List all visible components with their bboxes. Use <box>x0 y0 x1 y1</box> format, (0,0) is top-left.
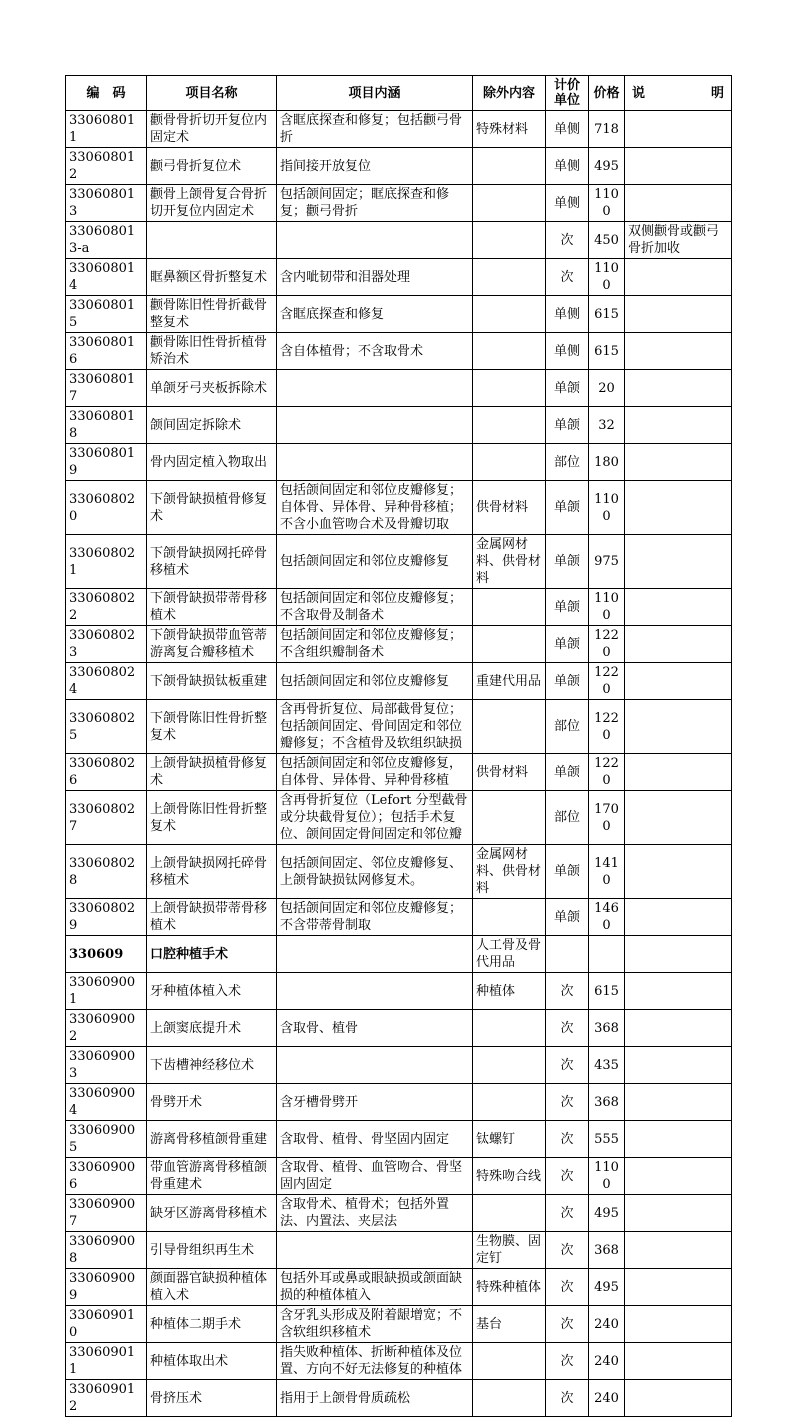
cell-name: 颧骨陈旧性骨折植骨矫治术 <box>147 333 277 370</box>
cell-name: 单颌牙弓夹板拆除术 <box>147 370 277 407</box>
cell-excluded: 特殊种植体 <box>473 1269 546 1306</box>
cell-code: 330609012 <box>66 1380 147 1417</box>
table-row <box>66 936 732 973</box>
cell-note <box>625 481 732 535</box>
cell-unit: 次 <box>546 1343 589 1380</box>
cell-note <box>625 1195 732 1232</box>
cell-excluded <box>473 626 546 663</box>
cell-unit: 次 <box>546 1306 589 1343</box>
table-row <box>66 222 732 259</box>
cell-note: 双侧颧骨或颧弓骨折加收 <box>625 222 732 259</box>
table-row <box>66 899 732 936</box>
cell-excluded <box>473 791 546 845</box>
table-row <box>66 1084 732 1121</box>
cell-code: 330609009 <box>66 1269 147 1306</box>
cell-price: 1410 <box>589 845 625 899</box>
cell-unit: 部位 <box>546 700 589 754</box>
cell-unit: 单颌 <box>546 626 589 663</box>
cell-price: 368 <box>589 1010 625 1047</box>
cell-content <box>277 1047 473 1084</box>
cell-excluded <box>473 444 546 481</box>
cell-code: 330608029 <box>66 899 147 936</box>
cell-excluded: 重建代用品 <box>473 663 546 700</box>
table-row <box>66 1343 732 1380</box>
cell-code: 330608023 <box>66 626 147 663</box>
cell-code: 330608020 <box>66 481 147 535</box>
cell-price: 368 <box>589 1084 625 1121</box>
cell-note <box>625 148 732 185</box>
cell-name <box>147 222 277 259</box>
cell-code: 330608027 <box>66 791 147 845</box>
cell-content: 含取骨、植骨、骨坚固内固定 <box>277 1121 473 1158</box>
table-row <box>66 700 732 754</box>
table-row <box>66 535 732 589</box>
cell-code: 330608025 <box>66 700 147 754</box>
cell-excluded <box>473 899 546 936</box>
cell-code: 330609005 <box>66 1121 147 1158</box>
cell-code: 330609006 <box>66 1158 147 1195</box>
cell-unit: 单颌 <box>546 899 589 936</box>
cell-note <box>625 791 732 845</box>
cell-name: 颧骨上颌骨复合骨折切开复位内固定术 <box>147 185 277 222</box>
cell-name: 颧弓骨折复位术 <box>147 148 277 185</box>
cell-name: 下颌骨陈旧性骨折整复术 <box>147 700 277 754</box>
cell-note <box>625 1380 732 1417</box>
table-row <box>66 791 732 845</box>
cell-excluded <box>473 1010 546 1047</box>
cell-unit: 单侧 <box>546 111 589 148</box>
cell-unit: 次 <box>546 1380 589 1417</box>
cell-content: 包括颌间固定；眶底探查和修复；颧弓骨折 <box>277 185 473 222</box>
cell-content: 包括外耳或鼻或眼缺损或颌面缺损的种植体植入 <box>277 1269 473 1306</box>
cell-price: 240 <box>589 1380 625 1417</box>
cell-unit: 次 <box>546 1269 589 1306</box>
cell-unit: 部位 <box>546 444 589 481</box>
table-row <box>66 148 732 185</box>
cell-name: 眶鼻额区骨折整复术 <box>147 259 277 296</box>
cell-note <box>625 1084 732 1121</box>
cell-code: 330608018 <box>66 407 147 444</box>
cell-content: 包括颌间固定和邻位皮瓣修复；不含取骨及制备术 <box>277 589 473 626</box>
cell-unit: 单颌 <box>546 845 589 899</box>
table-row <box>66 1121 732 1158</box>
cell-content: 包括颌间固定和邻位皮瓣修复；不含带蒂骨制取 <box>277 899 473 936</box>
header-name: 项目名称 <box>147 76 277 111</box>
cell-price: 495 <box>589 148 625 185</box>
cell-content <box>277 370 473 407</box>
cell-unit: 单侧 <box>546 148 589 185</box>
cell-content: 含取骨术、植骨术；包括外置法、内置法、夹层法 <box>277 1195 473 1232</box>
cell-unit <box>546 936 589 973</box>
cell-code: 330608013 <box>66 185 147 222</box>
cell-code: 330608024 <box>66 663 147 700</box>
cell-excluded <box>473 148 546 185</box>
cell-price: 20 <box>589 370 625 407</box>
cell-code: 330609008 <box>66 1232 147 1269</box>
cell-note <box>625 973 732 1010</box>
table-row <box>66 185 732 222</box>
cell-excluded <box>473 370 546 407</box>
cell-code: 330608019 <box>66 444 147 481</box>
cell-name: 上颌窦底提升术 <box>147 1010 277 1047</box>
table-row <box>66 481 732 535</box>
cell-note <box>625 1121 732 1158</box>
cell-note <box>625 589 732 626</box>
cell-code: 330608017 <box>66 370 147 407</box>
cell-code: 330609004 <box>66 1084 147 1121</box>
cell-excluded <box>473 407 546 444</box>
cell-price: 718 <box>589 111 625 148</box>
cell-code: 330609003 <box>66 1047 147 1084</box>
cell-content: 指用于上颌骨骨质疏松 <box>277 1380 473 1417</box>
cell-unit: 次 <box>546 222 589 259</box>
cell-unit: 单颌 <box>546 407 589 444</box>
cell-note <box>625 936 732 973</box>
table-row <box>66 663 732 700</box>
cell-note <box>625 1232 732 1269</box>
cell-name: 下齿槽神经移位术 <box>147 1047 277 1084</box>
header-unit-line1: 计价 <box>553 78 580 93</box>
cell-content: 含眶底探查和修复 <box>277 296 473 333</box>
cell-price: 1100 <box>589 1158 625 1195</box>
header-row <box>66 76 732 111</box>
cell-content <box>277 936 473 973</box>
cell-unit: 次 <box>546 1232 589 1269</box>
cell-name: 上颌骨缺损带蒂骨移植术 <box>147 899 277 936</box>
cell-price: 615 <box>589 973 625 1010</box>
cell-code: 330609010 <box>66 1306 147 1343</box>
cell-name: 缺牙区游离骨移植术 <box>147 1195 277 1232</box>
cell-excluded <box>473 700 546 754</box>
cell-content: 含牙乳头形成及附着龈增宽；不含软组织移植术 <box>277 1306 473 1343</box>
table-row <box>66 626 732 663</box>
cell-price: 1220 <box>589 754 625 791</box>
cell-unit: 次 <box>546 1195 589 1232</box>
cell-unit: 单颌 <box>546 589 589 626</box>
cell-excluded: 供骨材料 <box>473 481 546 535</box>
cell-note <box>625 626 732 663</box>
cell-price: 555 <box>589 1121 625 1158</box>
price-table <box>65 75 732 1417</box>
cell-price: 495 <box>589 1195 625 1232</box>
cell-code: 330608028 <box>66 845 147 899</box>
table-row <box>66 1158 732 1195</box>
cell-excluded <box>473 222 546 259</box>
cell-price: 615 <box>589 296 625 333</box>
cell-content: 指间接开放复位 <box>277 148 473 185</box>
cell-name: 骨内固定植入物取出 <box>147 444 277 481</box>
cell-content: 含牙槽骨劈开 <box>277 1084 473 1121</box>
cell-price: 1100 <box>589 259 625 296</box>
cell-price: 1700 <box>589 791 625 845</box>
cell-note <box>625 1343 732 1380</box>
cell-name: 带血管游离骨移植颌骨重建术 <box>147 1158 277 1195</box>
cell-price: 495 <box>589 1269 625 1306</box>
cell-unit: 次 <box>546 1084 589 1121</box>
cell-code: 330608016 <box>66 333 147 370</box>
cell-content: 含再骨折复位（Lefort 分型截骨或分块截骨复位）；包括手术复位、颌间固定骨间固定和邻位瓣 <box>277 791 473 845</box>
header-unit <box>546 76 589 111</box>
cell-code: 330608015 <box>66 296 147 333</box>
cell-price: 1220 <box>589 663 625 700</box>
cell-name: 下颌骨缺损植骨修复术 <box>147 481 277 535</box>
cell-note <box>625 899 732 936</box>
cell-code: 330608026 <box>66 754 147 791</box>
cell-code: 330608022 <box>66 589 147 626</box>
cell-note <box>625 1158 732 1195</box>
cell-excluded: 金属网材料、供骨材料 <box>473 535 546 589</box>
cell-price: 435 <box>589 1047 625 1084</box>
table-row <box>66 1195 732 1232</box>
cell-code: 330609 <box>66 936 147 973</box>
header-content: 项目内涵 <box>277 76 473 111</box>
cell-excluded <box>473 1084 546 1121</box>
cell-code: 330608013-a <box>66 222 147 259</box>
header-price: 价格 <box>589 76 625 111</box>
cell-name: 下颌骨缺损带蒂骨移植术 <box>147 589 277 626</box>
cell-unit: 单侧 <box>546 296 589 333</box>
cell-code: 330609011 <box>66 1343 147 1380</box>
cell-content: 含自体植骨；不含取骨术 <box>277 333 473 370</box>
cell-price: 32 <box>589 407 625 444</box>
cell-name: 种植体二期手术 <box>147 1306 277 1343</box>
cell-note <box>625 444 732 481</box>
cell-price: 1220 <box>589 700 625 754</box>
cell-unit: 单颌 <box>546 663 589 700</box>
cell-excluded: 基台 <box>473 1306 546 1343</box>
cell-note <box>625 370 732 407</box>
table-row <box>66 589 732 626</box>
table-row <box>66 845 732 899</box>
cell-excluded <box>473 1343 546 1380</box>
cell-price: 1460 <box>589 899 625 936</box>
cell-code: 330609002 <box>66 1010 147 1047</box>
table-row <box>66 259 732 296</box>
table-row <box>66 1380 732 1417</box>
cell-excluded <box>473 185 546 222</box>
cell-price: 240 <box>589 1343 625 1380</box>
table-row <box>66 1010 732 1047</box>
cell-price: 1100 <box>589 185 625 222</box>
cell-price: 975 <box>589 535 625 589</box>
cell-unit: 单颌 <box>546 481 589 535</box>
cell-unit: 次 <box>546 973 589 1010</box>
table-row <box>66 754 732 791</box>
cell-note <box>625 333 732 370</box>
header-excluded: 除外内容 <box>473 76 546 111</box>
cell-name: 牙种植体植入术 <box>147 973 277 1010</box>
cell-unit: 单颌 <box>546 754 589 791</box>
cell-name: 骨劈开术 <box>147 1084 277 1121</box>
cell-name: 下颌骨缺损网托碎骨移植术 <box>147 535 277 589</box>
cell-note <box>625 259 732 296</box>
cell-name: 上颌骨缺损植骨修复术 <box>147 754 277 791</box>
cell-note <box>625 663 732 700</box>
cell-note <box>625 845 732 899</box>
cell-name: 口腔种植手术 <box>147 936 277 973</box>
cell-content <box>277 1232 473 1269</box>
table-row <box>66 407 732 444</box>
cell-price: 1100 <box>589 481 625 535</box>
cell-excluded: 特殊吻合线 <box>473 1158 546 1195</box>
cell-note <box>625 1010 732 1047</box>
cell-excluded: 人工骨及骨代用品 <box>473 936 546 973</box>
cell-price: 450 <box>589 222 625 259</box>
cell-content: 包括颌间固定和邻位皮瓣修复 <box>277 663 473 700</box>
cell-name: 上颌骨缺损网托碎骨移植术 <box>147 845 277 899</box>
table-row <box>66 111 732 148</box>
cell-price: 1100 <box>589 589 625 626</box>
cell-price: 368 <box>589 1232 625 1269</box>
cell-code: 330608012 <box>66 148 147 185</box>
cell-content <box>277 973 473 1010</box>
cell-note <box>625 185 732 222</box>
table-row <box>66 444 732 481</box>
cell-note <box>625 1269 732 1306</box>
cell-note <box>625 535 732 589</box>
cell-name: 上颌骨陈旧性骨折整复术 <box>147 791 277 845</box>
cell-content: 包括颌间固定、邻位皮瓣修复、上颌骨缺损钛网修复术。 <box>277 845 473 899</box>
header-note-left: 说 <box>632 85 646 101</box>
table-row <box>66 1047 732 1084</box>
table-row <box>66 296 732 333</box>
header-code: 编 码 <box>66 76 147 111</box>
table-row <box>66 1306 732 1343</box>
cell-content: 指失败种植体、折断种植体及位置、方向不好无法修复的种植体 <box>277 1343 473 1380</box>
cell-unit: 单颌 <box>546 535 589 589</box>
cell-content: 含眶底探查和修复；包括颧弓骨折 <box>277 111 473 148</box>
cell-excluded <box>473 296 546 333</box>
cell-unit: 部位 <box>546 791 589 845</box>
table-row <box>66 973 732 1010</box>
cell-excluded <box>473 1380 546 1417</box>
cell-excluded <box>473 1195 546 1232</box>
cell-note <box>625 407 732 444</box>
cell-excluded: 钛螺钉 <box>473 1121 546 1158</box>
cell-code: 330608021 <box>66 535 147 589</box>
cell-excluded <box>473 589 546 626</box>
cell-content: 包括颌间固定和邻位皮瓣修复 <box>277 535 473 589</box>
cell-content: 含再骨折复位、局部截骨复位；包括颌间固定、骨间固定和邻位瓣修复；不含植骨及软组织缺损 <box>277 700 473 754</box>
cell-unit: 次 <box>546 1158 589 1195</box>
cell-content: 包括颌间固定和邻位皮瓣修复；自体骨、异体骨、异种骨移植；不含小血管吻合术及骨瓣切取 <box>277 481 473 535</box>
cell-name: 下颌骨缺损钛板重建 <box>147 663 277 700</box>
cell-content <box>277 407 473 444</box>
header-note-right: 明 <box>710 85 724 101</box>
cell-name: 颌间固定拆除术 <box>147 407 277 444</box>
cell-unit: 次 <box>546 259 589 296</box>
cell-name: 游离骨移植颌骨重建 <box>147 1121 277 1158</box>
cell-excluded: 生物膜、固定钉 <box>473 1232 546 1269</box>
cell-content: 含取骨、植骨 <box>277 1010 473 1047</box>
header-unit-line2: 单位 <box>553 93 580 108</box>
cell-content: 包括颌间固定和邻位皮瓣修复，自体骨、异体骨、异种骨移植 <box>277 754 473 791</box>
cell-excluded <box>473 1047 546 1084</box>
cell-excluded <box>473 259 546 296</box>
cell-code: 330609001 <box>66 973 147 1010</box>
cell-price: 1220 <box>589 626 625 663</box>
cell-unit: 单颌 <box>546 370 589 407</box>
cell-name: 种植体取出术 <box>147 1343 277 1380</box>
cell-name: 颧骨陈旧性骨折截骨整复术 <box>147 296 277 333</box>
cell-name: 骨挤压术 <box>147 1380 277 1417</box>
cell-code: 330608011 <box>66 111 147 148</box>
cell-note <box>625 754 732 791</box>
cell-content <box>277 222 473 259</box>
cell-unit: 次 <box>546 1047 589 1084</box>
cell-note <box>625 1306 732 1343</box>
cell-excluded: 供骨材料 <box>473 754 546 791</box>
table-row <box>66 333 732 370</box>
cell-excluded <box>473 333 546 370</box>
cell-content: 含内呲韧带和泪器处理 <box>277 259 473 296</box>
cell-price: 240 <box>589 1306 625 1343</box>
table-row <box>66 1232 732 1269</box>
table-row <box>66 370 732 407</box>
cell-note <box>625 296 732 333</box>
cell-content: 包括颌间固定和邻位皮瓣修复；不含组织瓣制备术 <box>277 626 473 663</box>
header-note <box>625 76 732 111</box>
cell-name: 下颌骨缺损带血管蒂游离复合瓣移植术 <box>147 626 277 663</box>
cell-content <box>277 444 473 481</box>
cell-unit: 次 <box>546 1010 589 1047</box>
cell-content: 含取骨、植骨、血管吻合、骨坚固内固定 <box>277 1158 473 1195</box>
cell-price: 180 <box>589 444 625 481</box>
cell-note <box>625 1047 732 1084</box>
cell-price <box>589 936 625 973</box>
cell-code: 330608014 <box>66 259 147 296</box>
cell-excluded: 特殊材料 <box>473 111 546 148</box>
cell-name: 颜面器官缺损种植体植入术 <box>147 1269 277 1306</box>
cell-name: 颧骨骨折切开复位内固定术 <box>147 111 277 148</box>
table-row <box>66 1269 732 1306</box>
cell-price: 615 <box>589 333 625 370</box>
cell-code: 330609007 <box>66 1195 147 1232</box>
cell-name: 引导骨组织再生术 <box>147 1232 277 1269</box>
cell-excluded: 金属网材料、供骨材料 <box>473 845 546 899</box>
cell-note <box>625 700 732 754</box>
cell-unit: 次 <box>546 1121 589 1158</box>
cell-note <box>625 111 732 148</box>
cell-excluded: 种植体 <box>473 973 546 1010</box>
cell-unit: 单侧 <box>546 333 589 370</box>
cell-unit: 单侧 <box>546 185 589 222</box>
